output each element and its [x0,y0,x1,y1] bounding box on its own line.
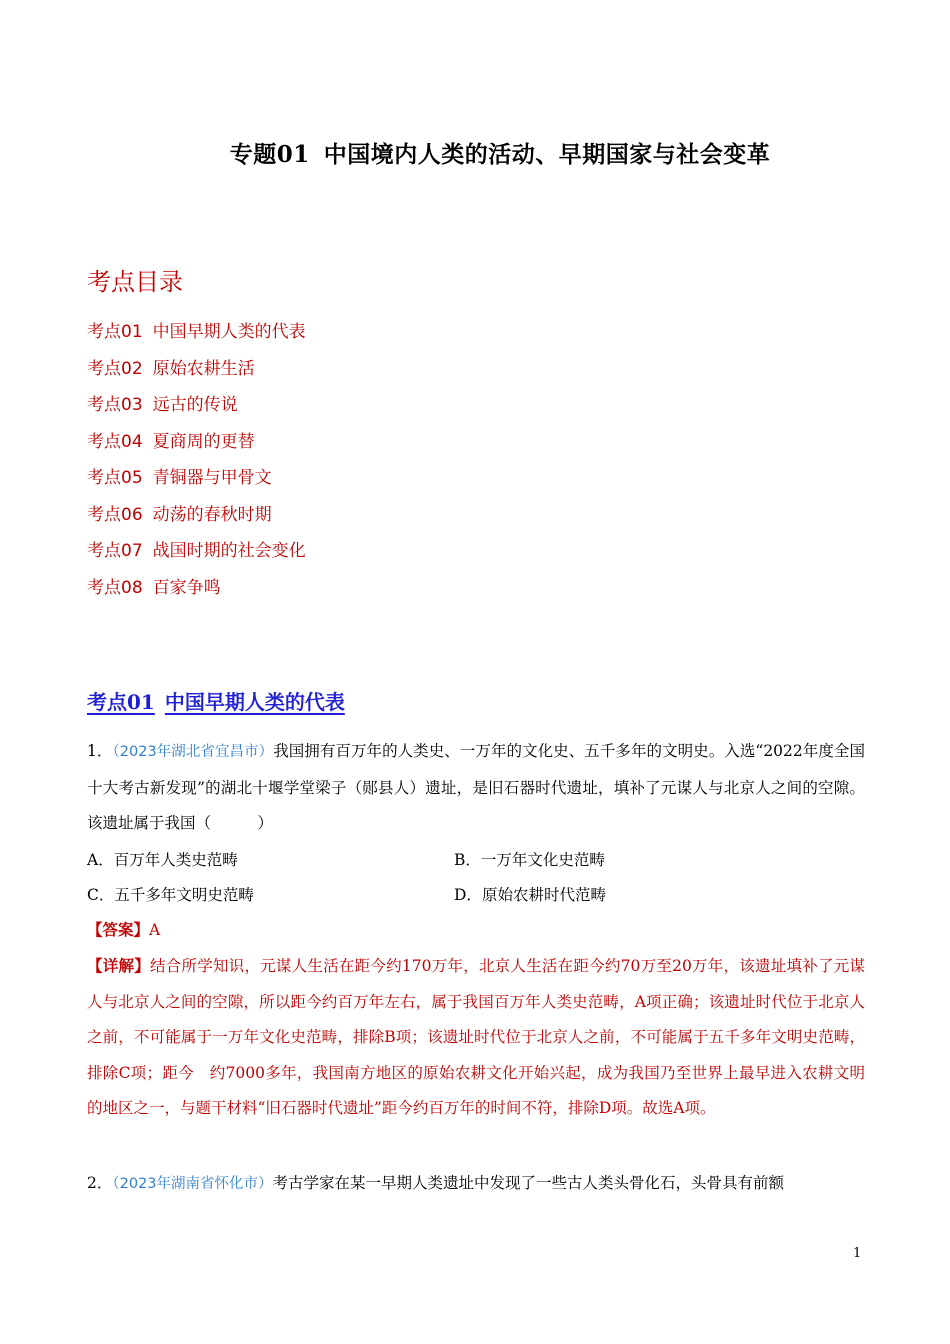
answer-value: A [149,921,161,939]
toc-item[interactable] [87,428,306,465]
section-heading-link[interactable] [87,686,345,715]
option-text: 百万年人类史范畴 [113,851,238,869]
toc-item-code: 考点07 [87,541,143,561]
question-1-answer [87,912,160,948]
option-row [87,843,865,878]
answer-label: 【答案】 [87,920,150,939]
section-title: 中国早期人类的代表 [164,690,345,714]
option-letter: D． [454,886,482,904]
title-number: 专题01 [229,141,310,168]
toc-item[interactable] [87,391,306,428]
option-letter: C． [87,886,115,904]
option-letter: B． [454,851,481,869]
question-source: （2023年湖南省怀化市） [112,1176,273,1192]
toc-item[interactable] [87,355,306,392]
option-c [87,878,454,913]
detail-label: 【详解】 [87,956,150,975]
toc-item-label: 战国时期的社会变化 [152,541,306,561]
detail-text: 结合所学知识，元谋人生活在距今约170万年，北京人生活在距今约70万至20万年，该遗址填补了元谋人与北京人之间的空隙，所以距今约百万年左右，属于我国百万年人类史范畴，A项正确；该遗址时代位于北京人之前，不可能属于一万年文化史范畴，排除B项；该遗址时代位于北京人之前，不可能属于五千多年文明史范畴，排除C项；距今 约7000多年，我国南方地区的原始农耕文化开始兴起，成为我国乃至世界上最早进入农耕文明的地区之一，与题干材料“旧石器时代遗址”距今约百万年的时间不符，排除D项。故选A项。 [87,957,865,1117]
toc-item-code: 考点08 [87,577,143,598]
toc-item-label: 原始农耕生活 [152,358,255,379]
table-of-contents [87,318,306,610]
toc-item-code: 考点06 [87,504,143,525]
question-1-explanation [87,948,865,1127]
toc-item-code: 考点05 [87,468,143,488]
toc-item[interactable] [87,537,306,574]
toc-item-label: 远古的传说 [152,395,238,415]
question-2-stem [87,1166,865,1203]
toc-item-code: 考点04 [87,431,143,452]
option-row [87,878,865,913]
section-code: 考点01 [87,690,155,714]
question-source: （2023年湖北省宜昌市） [112,744,274,760]
toc-item-label: 夏商周的更替 [152,431,255,452]
toc-item-code: 考点01 [87,322,143,342]
page-number: 1 [853,1246,862,1261]
option-text: 一万年文化史范畴 [480,851,605,869]
question-1-stem [87,734,865,842]
option-a [87,843,454,878]
toc-item-label: 动荡的春秋时期 [152,504,272,525]
option-b [454,843,821,878]
toc-item[interactable] [87,318,306,355]
toc-item-code: 考点03 [87,395,143,415]
option-text: 五千多年文明史范畴 [114,886,254,904]
question-number: 2． [87,1174,113,1192]
toc-item-label: 青铜器与甲骨文 [152,468,272,488]
question-1-options [87,843,865,913]
question-text: 考古学家在某一早期人类遗址中发现了一些古人类头骨化石，头骨具有前额 [272,1174,785,1192]
option-text: 原始农耕时代范畴 [481,886,606,904]
question-text: 我国拥有百万年的人类史、一万年的文化史、五千多年的文明史。入选“2022年度全国十大考古新发现”的湖北十堰学堂梁子（郧县人）遗址，是旧石器时代遗址，填补了元谋人与北京人之间的空隙。该遗址属于我国（ ） [87,742,865,832]
option-letter: A． [87,851,114,869]
toc-item[interactable] [87,464,306,501]
toc-item-code: 考点02 [87,358,143,379]
toc-item-label: 中国早期人类的代表 [152,322,306,342]
option-d [454,878,821,913]
toc-item[interactable] [87,574,306,611]
document-title [0,136,950,169]
toc-item[interactable] [87,501,306,538]
question-number: 1． [87,742,113,760]
title-text: 中国境内人类的活动、早期国家与社会变革 [323,141,771,168]
toc-item-label: 百家争鸣 [152,577,221,598]
toc-heading: 考点目录 [87,268,183,296]
